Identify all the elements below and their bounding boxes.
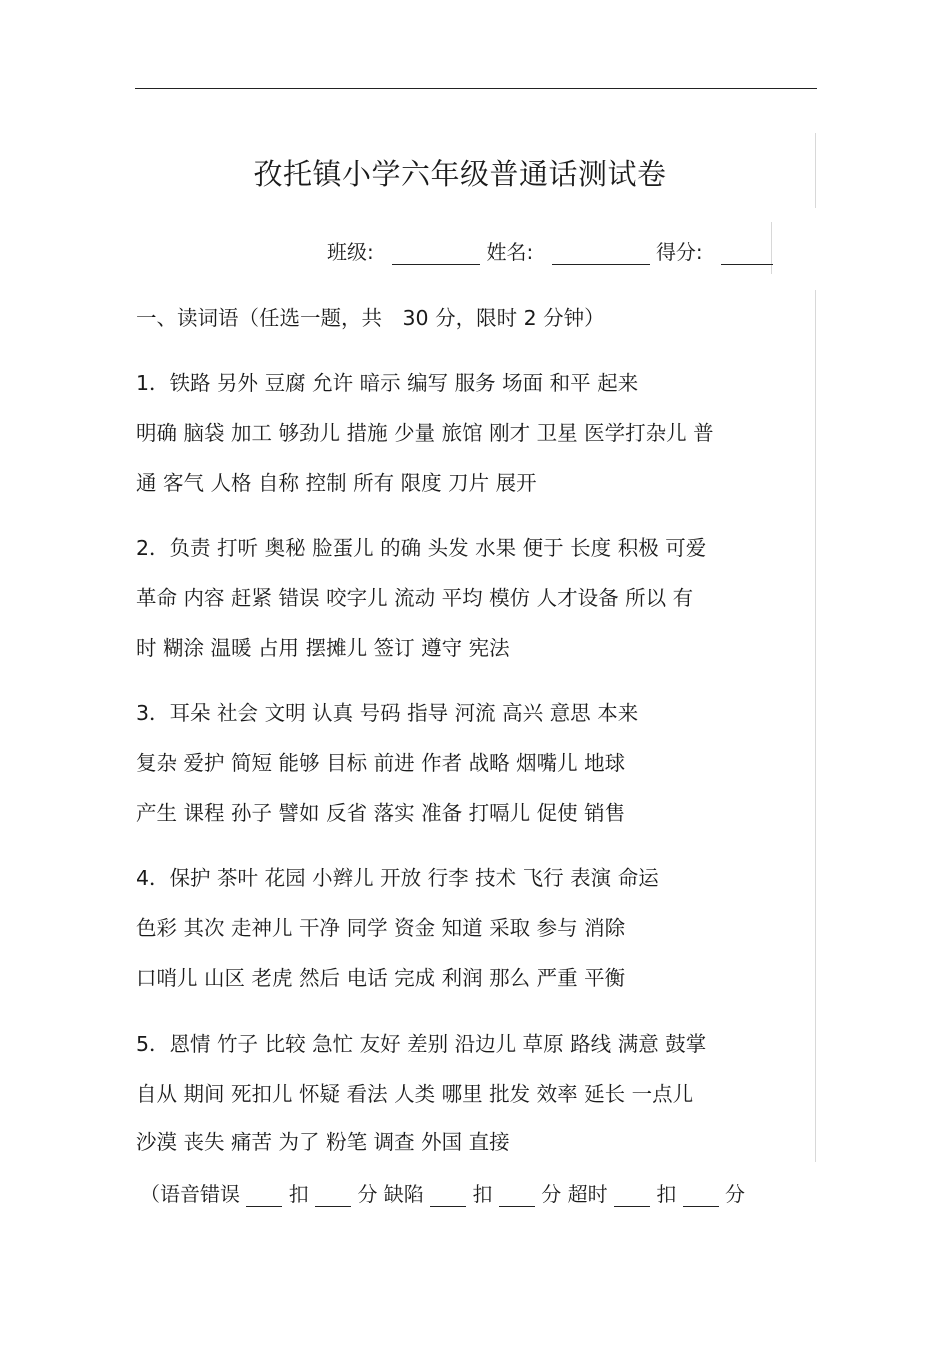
- word-line: 2．负责 打听 奥秘 脸蛋儿 的确 头发 水果 便于 长度 积极 可爱: [136, 536, 707, 560]
- deduction-row: [140, 1178, 745, 1207]
- section-heading: 一、读词语（任选一题，共 30 分，限时 2 分钟）: [136, 306, 605, 330]
- pronunciation-score-blank[interactable]: [315, 1184, 351, 1207]
- word-line: 通 客气 人格 自称 控制 所有 限度 刀片 展开: [136, 471, 537, 495]
- word-line: 复杂 爱护 简短 能够 目标 前进 作者 战略 烟嘴儿 地球: [136, 751, 626, 775]
- name-label: 姓名:: [486, 240, 534, 264]
- word-line: 自从 期间 死扣儿 怀疑 看法 人类 哪里 批发 效率 延长 一点儿: [136, 1082, 694, 1106]
- word-line: 明确 脑袋 加工 够劲儿 措施 少量 旅馆 刚才 卫星 医学打杂儿 普: [136, 421, 714, 445]
- defect-score-blank[interactable]: [499, 1184, 535, 1207]
- word-line: 时 糊涂 温暖 占用 摆摊儿 签订 遵守 宪法: [136, 636, 510, 660]
- word-line: 5．恩情 竹子 比较 急忙 友好 差别 沿边儿 草原 路线 满意 鼓掌: [136, 1032, 707, 1056]
- deduction-text: 分 缺陷: [357, 1182, 424, 1206]
- deduction-text: 扣: [656, 1182, 677, 1206]
- score-label: 得分:: [655, 240, 703, 264]
- defect-blank[interactable]: [430, 1184, 466, 1207]
- deduction-text: 分 超时: [541, 1182, 608, 1206]
- top-rule: [135, 88, 817, 89]
- deduction-text: 扣: [472, 1182, 493, 1206]
- word-line: 产生 课程 孙子 譬如 反省 落实 准备 打嗝儿 促使 销售: [136, 801, 626, 825]
- pronunciation-error-blank[interactable]: [246, 1184, 282, 1207]
- deduction-text: 扣: [288, 1182, 309, 1206]
- word-line: 沙漠 丧失 痛苦 为了 粉笔 调查 外国 直接: [136, 1130, 510, 1154]
- student-info-row: [327, 236, 773, 265]
- page-title: 孜托镇小学六年级普通话测试卷: [253, 157, 667, 191]
- overtime-blank[interactable]: [614, 1184, 650, 1207]
- word-line: 色彩 其次 走神儿 干净 同学 资金 知道 采取 参与 消除: [136, 916, 626, 940]
- deduction-text: （语音错误: [140, 1182, 240, 1206]
- word-line: 3．耳朵 社会 文明 认真 号码 指导 河流 高兴 意思 本来: [136, 701, 639, 725]
- name-blank[interactable]: [552, 240, 650, 265]
- class-label: 班级:: [327, 240, 374, 264]
- word-line: 1．铁路 另外 豆腐 允许 暗示 编写 服务 场面 和平 起来: [136, 371, 639, 395]
- score-blank[interactable]: [721, 240, 773, 265]
- deduction-text: 分: [725, 1182, 746, 1206]
- class-blank[interactable]: [392, 240, 480, 265]
- word-line: 4．保护 茶叶 花园 小辫儿 开放 行李 技术 飞行 表演 命运: [136, 866, 659, 890]
- overtime-score-blank[interactable]: [683, 1184, 719, 1207]
- right-margin-line: [815, 290, 816, 1162]
- word-line: 口哨儿 山区 老虎 然后 电话 完成 利润 那么 严重 平衡: [136, 966, 626, 990]
- word-line: 革命 内容 赶紧 错误 咬字儿 流动 平均 模仿 人才设备 所以 有: [136, 586, 694, 610]
